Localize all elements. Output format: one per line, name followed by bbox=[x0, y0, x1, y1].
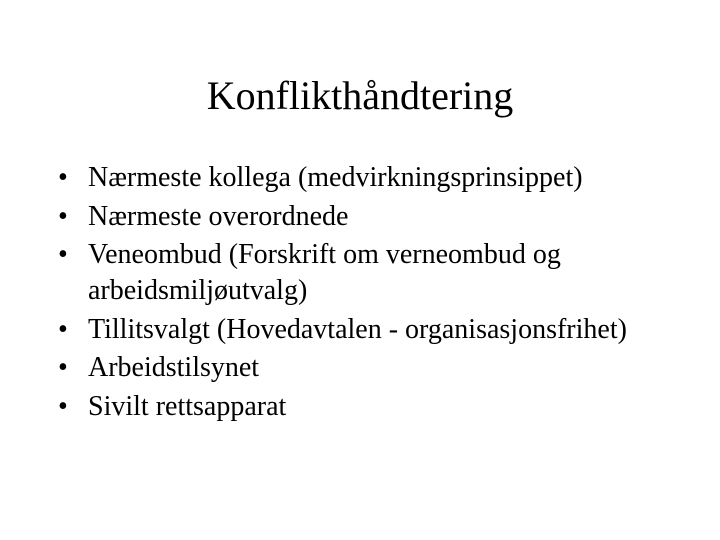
list-item bbox=[58, 350, 678, 386]
bullet-icon: • bbox=[58, 313, 68, 345]
list-item-text: Sivilt rettsapparat bbox=[88, 390, 287, 422]
list-item-text: Veneombud (Forskrift om verneombud og arbeidsmiljøutvalg) bbox=[88, 239, 561, 307]
list-item-text: Arbeidstilsynet bbox=[88, 352, 260, 384]
list-item-text: Nærmeste kollega (medvirkningsprinsippet) bbox=[88, 162, 583, 193]
bullet-icon: • bbox=[58, 352, 68, 384]
list-item bbox=[58, 237, 678, 309]
list-item-text: Tillitsvalgt (Hovedavtalen - organisasjonsfrihet) bbox=[88, 313, 627, 345]
list-item bbox=[58, 199, 678, 235]
bullet-icon: • bbox=[58, 239, 68, 271]
slide-title: Konflikthåndtering bbox=[206, 73, 514, 118]
list-item bbox=[58, 312, 678, 348]
bullet-icon: • bbox=[58, 390, 68, 422]
bullet-icon: • bbox=[58, 162, 68, 193]
list-item bbox=[58, 389, 678, 425]
list-item-text: Nærmeste overordnede bbox=[88, 200, 349, 232]
list-item bbox=[58, 160, 678, 196]
bullet-list bbox=[58, 160, 678, 428]
bullet-icon: • bbox=[58, 200, 68, 232]
